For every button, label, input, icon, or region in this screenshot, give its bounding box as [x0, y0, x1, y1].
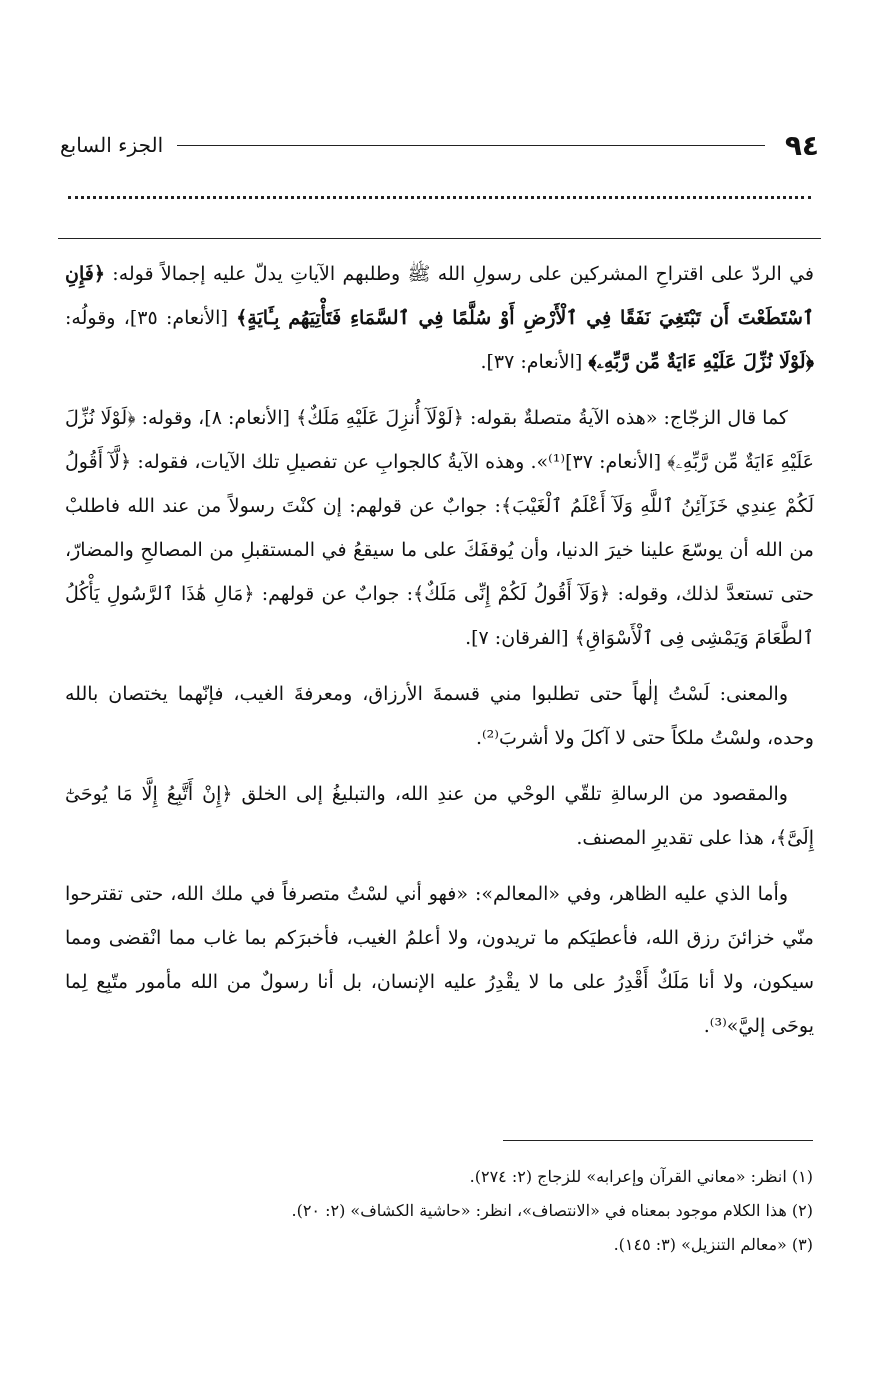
quran-verse: ﴿فَإِنِ ٱسْتَطَعْتَ أَن تَبْتَغِيَ نَفَقًا فِي ٱلْأَرْضِ أَوْ سُلَّمًا فِي ٱلسَّمَاءِ فَتَأْتِيَهُم بِـَٔايَةٍ﴾: [65, 263, 815, 329]
footnote-rule: [503, 1140, 813, 1141]
text-top-rule: [58, 238, 821, 239]
paragraph-1-tail: [الأنعام: ٣٧].: [480, 351, 589, 373]
page-header: [60, 120, 819, 170]
quran-verse: ﴿لَوْلَا نُزِّلَ عَلَيْهِ ءَايَةٌ مِّن رَّبِّهِۦ﴾: [588, 351, 814, 373]
footnote-1: (١) انظر: «معاني القرآن وإعرابه» للزجاج (٢: ٢٧٤).: [469, 1167, 813, 1186]
footnote-3: (٣) «معالم التنزيل» (٣: ١٤٥).: [613, 1235, 813, 1254]
dotted-separator: [68, 196, 811, 199]
footnote-2: (٢) هذا الكلام موجود بمعناه في «الانتصاف»، انظر: «حاشية الكشاف» (٢: ٢٠).: [291, 1201, 813, 1220]
paragraph-3: والمعنى: لَسْتُ إلٰهاً حتى تطلبوا مني قسمةَ الأرزاق، ومعرفةَ الغيب، فإنّهما يختصان بالله وحده، ولسْتُ ملكاً حتى لا آكلَ ولا أشربَ⁽²⁾.: [65, 683, 814, 749]
paragraph-1-lead: في الردّ على اقتراحِ المشركين على رسولِ الله ﷺ وطلبهم الآياتِ يدلّ عليه إجمالاً قوله:: [104, 263, 814, 285]
footnotes: [66, 1160, 813, 1262]
header-rule: [177, 145, 765, 146]
paragraph-1: [65, 252, 814, 384]
paragraph-1-mid: [الأنعام: ٣٥]، وقولُه:: [65, 307, 237, 329]
main-text: [65, 252, 814, 1060]
paragraph-4: والمقصود من الرسالةِ تلقّي الوحْي من عندِ الله، والتبليغُ إلى الخلق ﴿إِنْ أَتَّبِعُ إِلَّا مَا يُوحَىٰٓ إِلَىَّ﴾، هذا على تقديرِ المصنف.: [65, 783, 814, 849]
page-number: ٩٤: [784, 128, 819, 162]
running-head: الجزء السابع: [60, 133, 164, 157]
paragraph-2: كما قال الزجّاج: «هذه الآيةُ متصلةٌ بقوله: ﴿لَوْلَآ أُنزِلَ عَلَيْهِ مَلَكٌ﴾ [الأنعام: ٨]، وقوله: ﴿لَوْلَا نُزِّلَ عَلَيْهِ ءَايَةٌ مِّن رَّبِّهِۦ﴾ [الأنعام: ٣٧]⁽¹⁾». وهذه الآيةُ كالجوابِ عن تفصيلِ تلك الآيات، فقوله: ﴿لَّآ أَقُولُ لَكُمْ عِندِي خَزَآئِنُ ٱللَّهِ وَلَآ أَعْلَمُ ٱلْغَيْبَ﴾: جوابٌ عن قولهم: إن كنْتَ رسولاً من عند الله فاطلبْ من الله أن يوسّعَ علينا خيرَ الدنيا، وأن يُوقفَكَ على ما سيقعُ في المستقبلِ من المصالحِ والمضارّ، حتى تستعدَّ لذلك، وقوله: ﴿وَلَآ أَقُولُ لَكُمْ إِنِّى مَلَكٌ﴾: جوابٌ عن قولهم: ﴿مَالِ هَٰذَا ٱلرَّسُولِ يَأْكُلُ ٱلطَّعَامَ وَيَمْشِى فِى ٱلْأَسْوَاقِ﴾ [الفرقان: ٧].: [65, 407, 815, 649]
paragraph-5: وأما الذي عليه الظاهر، وفي «المعالم»: «فهو أني لسْتُ متصرفاً في ملك الله، حتى تقترحوا منّي خزائنَ رزق الله، فأعطيَكم ما تريدون، ولا أعلمُ الغيب، فأخبرَكم بما غاب مما انْقضى ومما سيكون، ولا أنا مَلَكٌ أَقْدِرُ على ما لا يقْدِرُ عليه الإنسان، بل أنا رسولٌ من الله مأمور متّبِع لِما يوحَى إليَّ»⁽³⁾.: [65, 883, 814, 1037]
